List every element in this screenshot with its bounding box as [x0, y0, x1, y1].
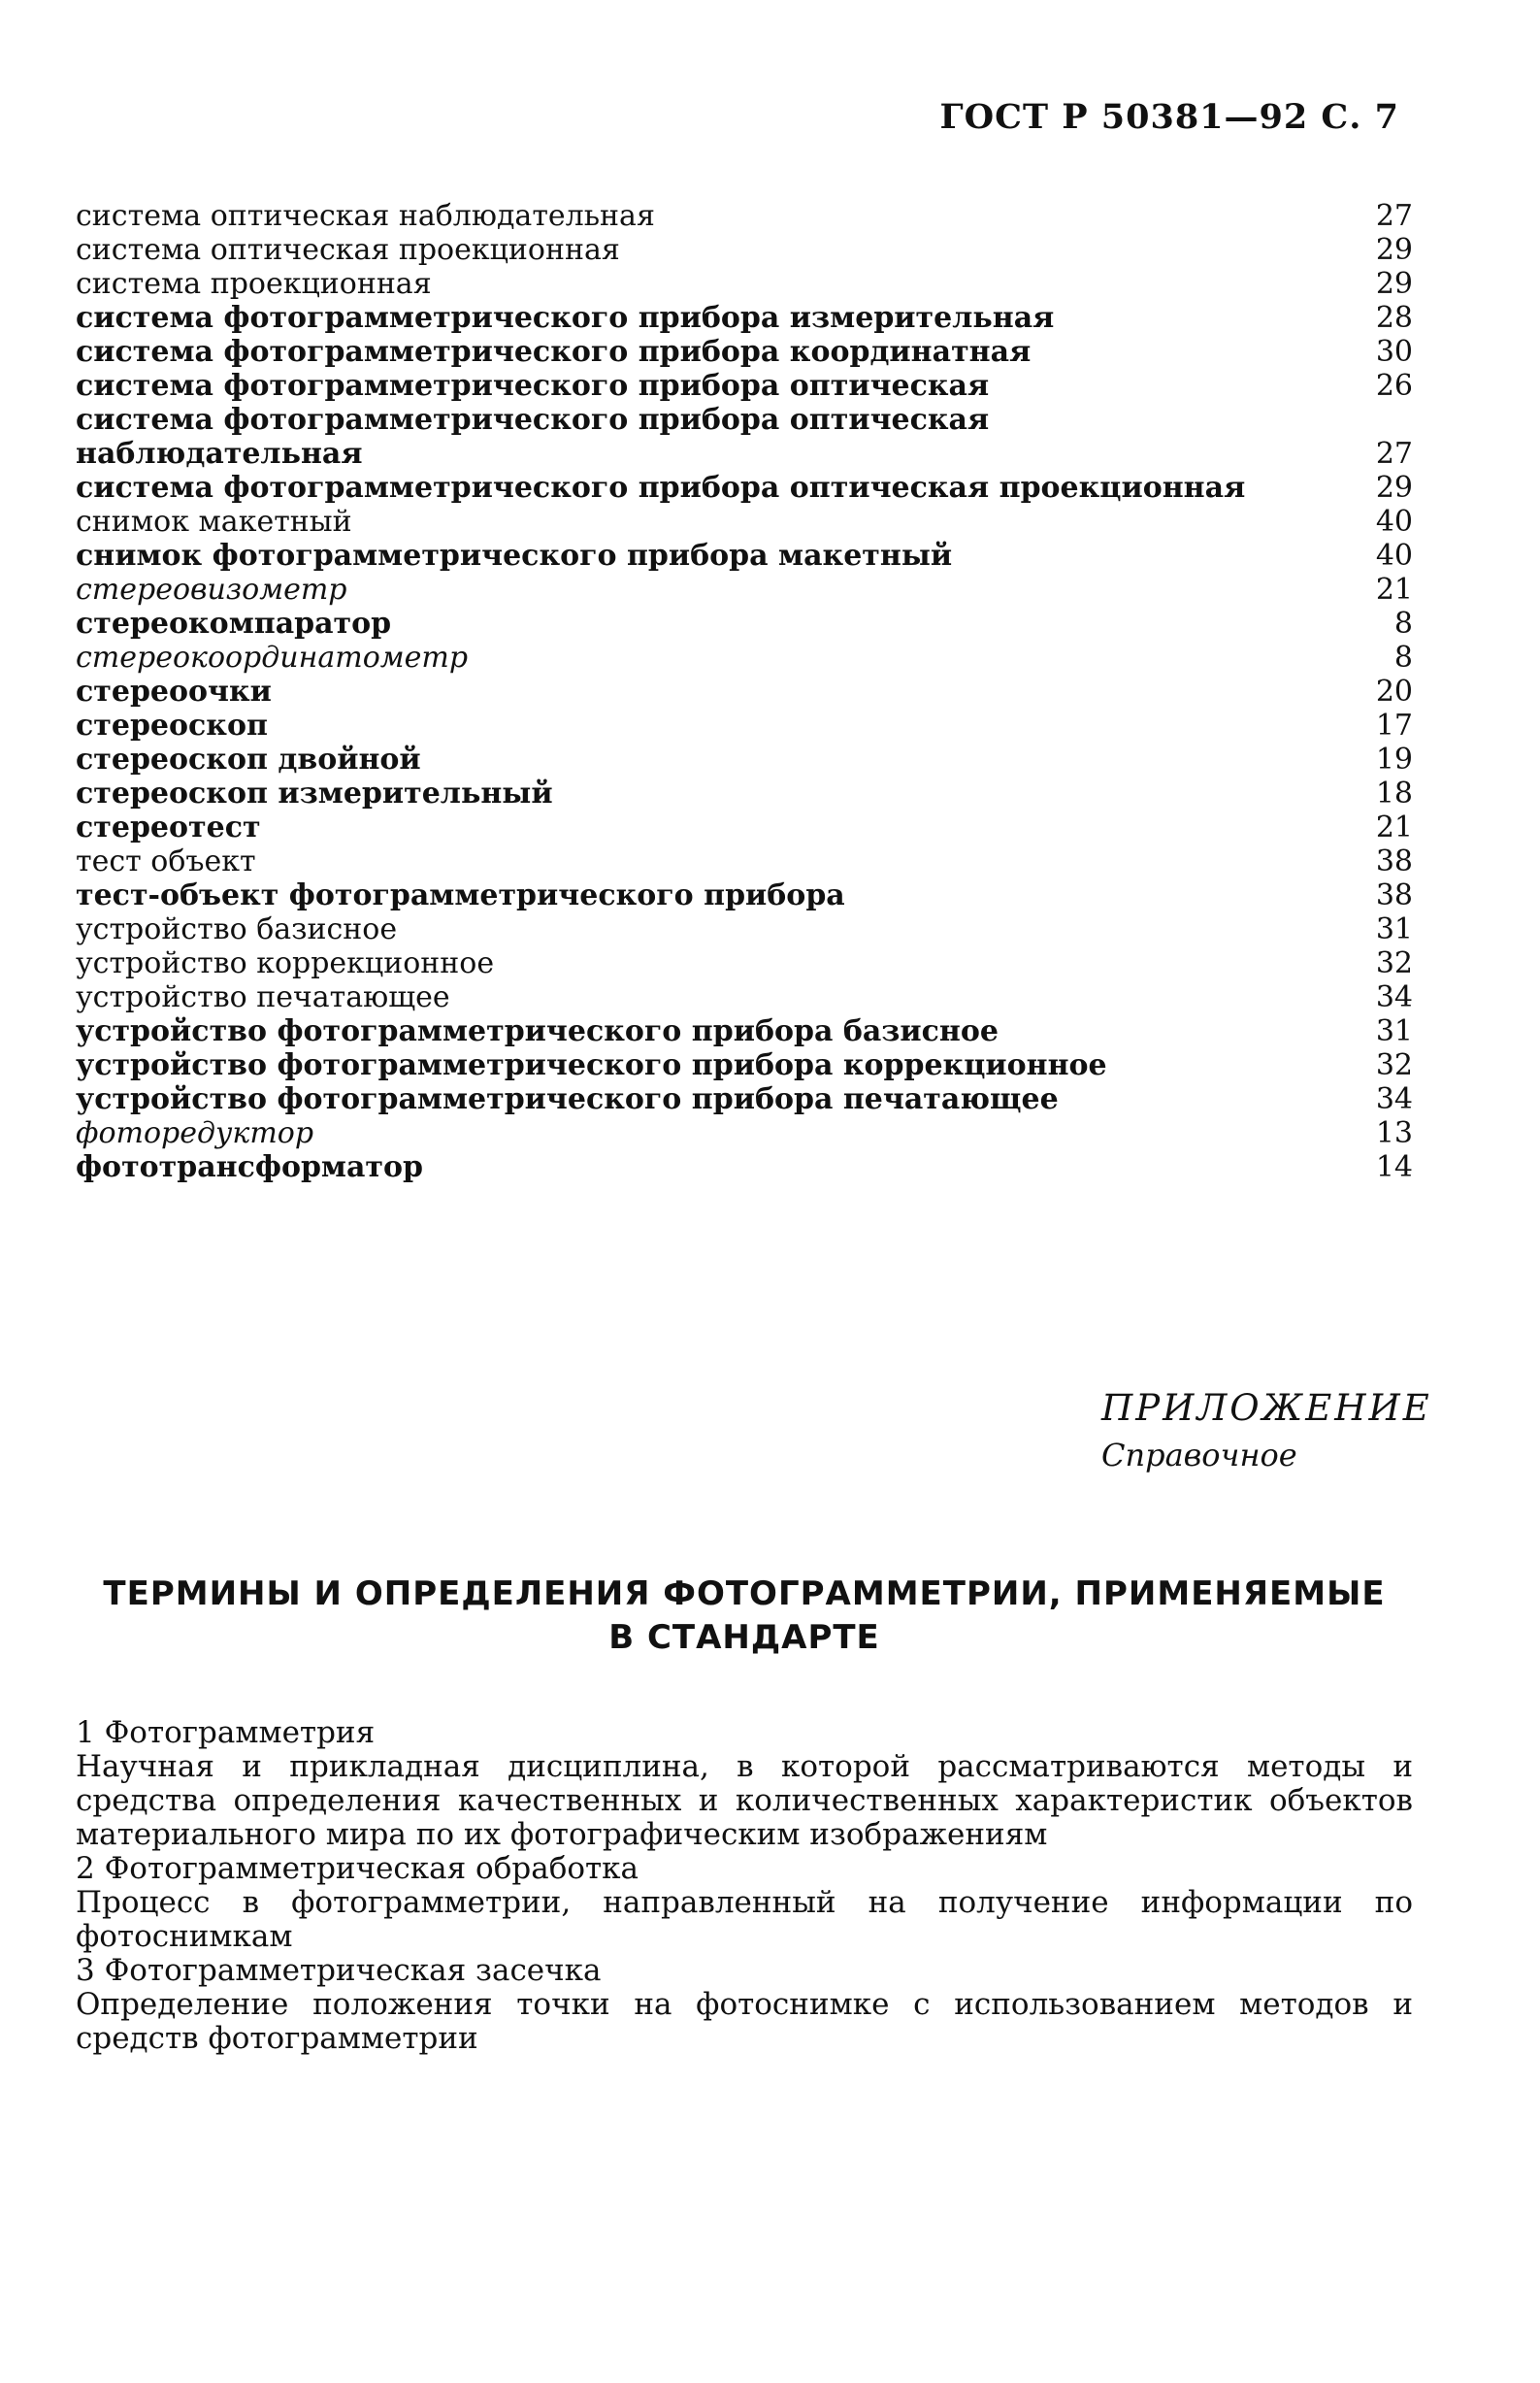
index-page-number: 34: [1375, 1082, 1413, 1116]
index-term: тест-объект фотограмметрического прибора: [76, 878, 845, 912]
index-page-number: 38: [1375, 878, 1413, 912]
index-row: [76, 539, 1413, 573]
section-title-line: ТЕРМИНЫ И ОПРЕДЕЛЕНИЯ ФОТОГРАММЕТРИИ, ПРИМЕНЯЕМЫЕ: [103, 1574, 1386, 1613]
index-term: система фотограмметрического прибора оптическая проекционная: [76, 471, 1246, 505]
index-term: стереоскоп двойной: [76, 743, 421, 777]
index-row: [76, 233, 1413, 267]
index-page-number: 27: [1375, 437, 1413, 471]
appendix-subtitle: Справочное: [1101, 1437, 1297, 1473]
index-row: [76, 844, 1413, 878]
index-row: [76, 369, 1413, 403]
definition-term: 2 Фотограмметрическая обработка: [76, 1851, 639, 1886]
index-page-number: 8: [1393, 607, 1413, 641]
index-row: [76, 335, 1413, 369]
index-row: [76, 777, 1413, 811]
index-page-number: 38: [1375, 844, 1413, 878]
index-row: [76, 199, 1413, 233]
index-page-number: 31: [1375, 1014, 1413, 1048]
index-term: тест объект: [76, 844, 256, 878]
index-term: устройство фотограмметрического прибора печатающее: [76, 1082, 1059, 1116]
index-page-number: 32: [1375, 946, 1413, 980]
index-row: [76, 267, 1413, 301]
page-header: ГОСТ Р 50381—92 С. 7: [939, 97, 1399, 137]
index-term: система фотограмметрического прибора измерительная: [76, 301, 1055, 335]
index-row: [76, 1082, 1413, 1116]
index-term: система проекционная: [76, 267, 432, 301]
index-term: стереокоординатометр: [76, 641, 469, 675]
index-term: система оптическая проекционная: [76, 233, 620, 267]
index-page-number: 27: [1375, 199, 1413, 233]
index-term: система оптическая наблюдательная: [76, 199, 655, 233]
definition-text: Процесс в фотограмметрии, направленный на получение информации по фотоснимкам: [76, 1885, 1413, 1954]
section-title-line: В СТАНДАРТЕ: [608, 1618, 880, 1657]
index-row: [76, 1150, 1413, 1184]
index-row: [76, 1014, 1413, 1048]
index-row: [76, 607, 1413, 641]
index-term: фоторедуктор: [76, 1116, 314, 1150]
index-row: [76, 471, 1413, 505]
definition-term: 3 Фотограмметрическая засечка: [76, 1953, 602, 1988]
index-page-number: 18: [1375, 777, 1413, 811]
section-title: [76, 1572, 1413, 1660]
index-row: [76, 573, 1413, 607]
index-page-number: 19: [1375, 743, 1413, 777]
index-page-number: 21: [1375, 573, 1413, 607]
index-row: [76, 980, 1413, 1014]
definitions-list: [76, 1716, 1413, 2056]
index-term: стереоскоп: [76, 709, 268, 743]
index-page-number: 13: [1375, 1116, 1413, 1150]
term-index: [76, 199, 1413, 1184]
index-page-number: 26: [1375, 369, 1413, 403]
index-row: [76, 912, 1413, 946]
index-page-number: 21: [1375, 811, 1413, 844]
index-term: стереовизометр: [76, 573, 347, 607]
index-row: [76, 403, 1413, 437]
index-row: [76, 743, 1413, 777]
definition-term: 1 Фотограмметрия: [76, 1715, 376, 1750]
appendix-title: ПРИЛОЖЕНИЕ: [1101, 1387, 1432, 1429]
index-row: [76, 946, 1413, 980]
index-page-number: 31: [1375, 912, 1413, 946]
index-term: стереотест: [76, 811, 261, 844]
index-page-number: 20: [1375, 675, 1413, 709]
index-term: устройство печатающее: [76, 980, 450, 1014]
index-term: устройство базисное: [76, 912, 398, 946]
index-term: система фотограмметрического прибора координатная: [76, 335, 1032, 369]
index-term: устройство фотограмметрического прибора коррекционное: [76, 1048, 1107, 1082]
index-row: [76, 811, 1413, 844]
definition-text: Научная и прикладная дисциплина, в которой рассматриваются методы и средства определения качественных и количественных характеристик объектов материального мира по их фотографическим изображениям: [76, 1749, 1413, 1852]
index-term: стереокомпаратор: [76, 607, 392, 641]
index-term: снимок фотограмметрического прибора макетный: [76, 539, 953, 573]
index-page-number: 40: [1375, 539, 1413, 573]
index-row: [76, 1048, 1413, 1082]
index-page-number: 32: [1375, 1048, 1413, 1082]
index-page-number: 34: [1375, 980, 1413, 1014]
index-page-number: 14: [1375, 1150, 1413, 1184]
index-page-number: 8: [1393, 641, 1413, 675]
index-term: фототрансформатор: [76, 1150, 424, 1184]
definition-text: Определение положения точки на фотоснимке с использованием методов и средств фотограмметрии: [76, 1987, 1413, 2056]
index-row: [76, 675, 1413, 709]
index-term: устройство фотограмметрического прибора базисное: [76, 1014, 999, 1048]
index-page-number: 40: [1375, 505, 1413, 539]
index-row: [76, 505, 1413, 539]
index-page-number: 29: [1375, 267, 1413, 301]
index-row: [76, 301, 1413, 335]
index-page-number: 29: [1375, 233, 1413, 267]
index-page-number: 30: [1375, 335, 1413, 369]
index-page-number: 17: [1375, 709, 1413, 743]
index-row: [76, 641, 1413, 675]
index-page-number: 28: [1375, 301, 1413, 335]
index-term: наблюдательная: [76, 437, 363, 471]
index-page-number: 29: [1375, 471, 1413, 505]
index-term: стереоочки: [76, 675, 272, 709]
index-term: снимок макетный: [76, 505, 352, 539]
index-term: стереоскоп измерительный: [76, 777, 553, 811]
index-row: [76, 709, 1413, 743]
index-term: система фотограмметрического прибора оптическая: [76, 369, 990, 403]
index-term: устройство коррекционное: [76, 946, 495, 980]
index-row: [76, 1116, 1413, 1150]
index-row: [76, 878, 1413, 912]
index-row: [76, 437, 1413, 471]
appendix-heading: [1101, 1383, 1432, 1477]
index-term: система фотограмметрического прибора оптическая: [76, 403, 990, 437]
